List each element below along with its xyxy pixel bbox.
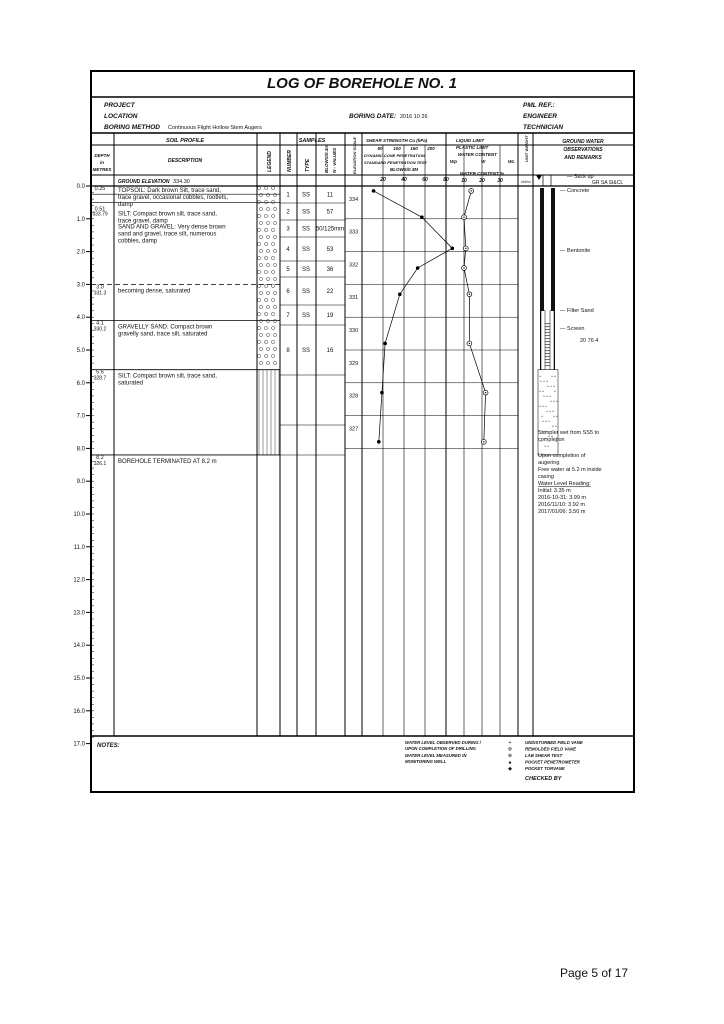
wc-tick: 10 <box>461 178 467 184</box>
gravel-symbol <box>257 228 260 231</box>
blows-tick: 60 <box>422 177 428 183</box>
gravel-symbol <box>266 305 269 308</box>
sand-dot <box>549 421 550 422</box>
w-label: W <box>481 159 486 164</box>
legend-symbol: ⊕ <box>507 753 513 759</box>
sand-dot <box>544 396 545 397</box>
sample-number: 5 <box>286 267 290 273</box>
depth-tick-label: 13.0 <box>73 610 85 617</box>
spt-heading: STANDARD PENETRATION TEST <box>364 160 427 165</box>
sample-type: SS <box>301 209 311 216</box>
spt-blows-point <box>372 189 376 193</box>
wl-label: WL <box>508 159 515 164</box>
gravel-symbol <box>266 207 269 210</box>
stick-up-label: — Stick up <box>567 174 594 180</box>
plastic-limit-heading: PLASTIC LIMIT <box>456 145 489 150</box>
shear-tick: 200 <box>427 146 435 151</box>
gravel-symbol <box>266 361 269 364</box>
gravel-symbol <box>264 284 267 287</box>
elevation-heading: ELEVATION SCALE <box>352 137 357 174</box>
layer-elevation: 333.79 <box>92 211 108 218</box>
wp-label: Wp <box>450 159 457 164</box>
sample-n-value: 19 <box>326 313 334 319</box>
sample-n-value: 53 <box>326 247 334 253</box>
filter-sand-right <box>550 311 554 370</box>
water-content-dot <box>463 267 464 268</box>
gravel-symbol <box>257 284 260 287</box>
legend-symbol: ⊕ <box>507 746 513 753</box>
sample-n-value: 50/125mm <box>315 226 345 233</box>
gravel-symbol <box>257 270 260 273</box>
notes-label: NOTES: <box>97 743 120 749</box>
layer-elevation: 331.3 <box>93 290 107 297</box>
layer-description: TOPSOIL: Dark brown Silt, trace sand, <box>118 188 221 194</box>
pml-ref-label: PML REF.: <box>523 102 555 109</box>
gravel-symbol <box>257 326 260 329</box>
gravel-symbol <box>257 354 260 357</box>
depth-tick-label: 0.0 <box>76 184 85 190</box>
sample-number: 1 <box>286 192 290 199</box>
gravel-symbol <box>264 228 267 231</box>
sample-type: SS <box>301 348 311 354</box>
elevation-tick: 330 <box>349 328 359 335</box>
gravel-symbol <box>264 214 267 217</box>
sample-type: SS <box>301 267 311 273</box>
gw-heading: GROUND WATER <box>562 139 604 145</box>
layer-description: trace gravel, damp <box>118 218 168 225</box>
liquid-limit-heading: LIQUID LIMIT <box>456 138 485 143</box>
sample-type: SS <box>301 313 311 319</box>
grain-size-label: GR SA SI&CL <box>592 180 624 186</box>
gravel-symbol <box>271 312 274 315</box>
layer-depth: 3.0 <box>96 284 104 291</box>
sand-dot <box>546 406 547 407</box>
sand-dot <box>540 406 541 407</box>
legend-symbol: ◆ <box>508 766 512 772</box>
sample-number: 6 <box>286 289 290 295</box>
gravel-symbol <box>264 312 267 315</box>
layer-description: GRAVELLY SAND: Compact brown <box>118 324 213 331</box>
water-content-dot <box>469 343 470 344</box>
depth-tick-label: 4.0 <box>76 315 85 322</box>
blows-tick: 80 <box>443 177 449 183</box>
sand-dot <box>554 386 555 387</box>
layer-description: SAND AND GRAVEL: Very dense brown <box>118 224 226 231</box>
spt-blows-point <box>398 292 402 296</box>
gravel-symbol <box>264 340 267 343</box>
sand-dot <box>543 406 544 407</box>
gravel-symbol <box>257 298 260 301</box>
completion-remark: Upon completion of <box>538 453 586 459</box>
gravel-symbol <box>271 354 274 357</box>
gravel-symbol <box>273 263 276 266</box>
sand-dot <box>544 381 545 382</box>
gravel-symbol <box>259 221 262 224</box>
water-content-dot <box>469 294 470 295</box>
layer-description: cobbles, damp <box>118 238 158 245</box>
sand-dot <box>556 426 557 427</box>
blows-heading: BLOWS/0.3m <box>324 144 329 173</box>
elevation-tick: 328 <box>349 393 359 400</box>
spt-blows-point <box>420 215 424 219</box>
sand-dot <box>548 446 549 447</box>
layer-description: saturated <box>118 380 144 387</box>
gravel-symbol <box>259 305 262 308</box>
depth-tick-label: 17.0 <box>73 741 85 748</box>
depth-tick-label: 10.0 <box>73 512 85 518</box>
gravel-symbol <box>266 347 269 350</box>
wc-tick: 20 <box>479 178 485 184</box>
sand-dot <box>554 401 555 402</box>
sand-dot <box>550 396 551 397</box>
sand-dot <box>550 411 551 412</box>
layer-description: gravelly sand, trace silt, saturated <box>118 331 208 338</box>
gravel-symbol <box>266 291 269 294</box>
sand-dot <box>552 376 553 377</box>
depth-tick-label: 16.0 <box>73 708 85 715</box>
depth-heading: METRES <box>92 167 112 172</box>
engineer-label: ENGINEER <box>523 113 557 120</box>
depth-tick-label: 7.0 <box>76 413 85 420</box>
depth-heading: DEPTH <box>94 153 110 158</box>
sand-dot <box>553 426 554 427</box>
gravel-symbol <box>257 242 260 245</box>
elevation-tick: 332 <box>349 262 359 269</box>
legend-note: LAB SHEAR TEST <box>525 753 563 758</box>
gravel-symbol <box>259 291 262 294</box>
gravel-symbol <box>264 242 267 245</box>
spt-blows-point <box>377 440 381 444</box>
ground-elevation-label: GROUND ELEVATION <box>118 179 170 185</box>
water-level-reading-title: Water Level Reading: <box>538 481 591 487</box>
depth-tick-label: 15.0 <box>73 676 85 682</box>
depth-tick-label: 8.0 <box>76 446 85 453</box>
water-content-heading: WATER CONTENT <box>458 152 497 157</box>
gravel-symbol <box>259 277 262 280</box>
grain-size-values: 20 76 4 <box>580 338 599 344</box>
sand-dot <box>548 386 549 387</box>
depth-tick-label: 14.0 <box>73 643 85 650</box>
gravel-symbol <box>259 263 262 266</box>
depth-tick-label: 9.0 <box>76 479 85 486</box>
spt-blows-point <box>383 342 387 346</box>
gravel-symbol <box>266 221 269 224</box>
gravel-symbol <box>271 340 274 343</box>
layer-depth: 8.2 <box>96 454 104 461</box>
depth-tick-label: 6.0 <box>76 380 85 387</box>
gravel-symbol <box>271 256 274 259</box>
gravel-symbol <box>266 249 269 252</box>
sand-dot <box>547 381 548 382</box>
completion-remark: casing <box>538 474 554 480</box>
gravel-symbol <box>271 200 274 203</box>
legend-heading: LEGEND <box>267 151 273 172</box>
wc-axis-heading: WATER CONTENT % <box>459 171 505 176</box>
layer-depth: 0.25 <box>94 186 106 192</box>
completion-remark: augering <box>538 460 560 466</box>
water-level-reading: Initial: 3.35 m <box>538 488 571 494</box>
blows-tick: 20 <box>380 177 386 183</box>
gravel-symbol <box>264 298 267 301</box>
wc-tick: 30 <box>497 178 503 184</box>
sand-dot <box>553 411 554 412</box>
water-content-dot <box>485 392 486 393</box>
layer-description: SILT: Compact brown silt, trace sand, <box>118 211 217 218</box>
project-label: PROJECT <box>104 102 135 109</box>
blows-axis-heading: BLOWS/0.3M <box>389 167 419 172</box>
gravel-symbol <box>257 312 260 315</box>
gravel-symbol <box>271 298 274 301</box>
sample-number: 8 <box>286 348 290 354</box>
gw-heading: OBSERVATIONS <box>563 147 603 153</box>
elevation-tick: 327 <box>349 426 359 433</box>
legend-note: POCKET TORVANE <box>525 766 565 771</box>
gravel-symbol <box>259 319 262 322</box>
layer-depth: 5.6 <box>96 369 104 376</box>
layer-elevation: 330.2 <box>93 326 107 333</box>
water-content-dot <box>483 441 484 442</box>
sample-n-value: 22 <box>326 289 334 295</box>
number-heading: NUMBER <box>287 150 293 172</box>
water-content-dot <box>471 190 472 191</box>
sand-dot <box>542 416 543 417</box>
legend-note: WATER LEVEL MEASURED IN <box>405 753 467 758</box>
gravel-symbol <box>273 221 276 224</box>
sand-dot <box>545 446 546 447</box>
layer-description: damp <box>118 202 134 208</box>
sand-dot <box>541 381 542 382</box>
layer-description: trace gravel, occasional cobbles, rootlets, <box>118 195 229 201</box>
elevation-tick: 331 <box>349 295 359 302</box>
sand-dot <box>547 396 548 397</box>
legend-note: MONITORING WELL <box>405 759 447 764</box>
layer-elevation: 328.7 <box>93 375 107 382</box>
water-level-reading: 2016-10-31: 3.99 m <box>538 495 587 501</box>
sample-type: SS <box>301 226 311 233</box>
spt-blows-point <box>416 266 420 270</box>
spt-blows-point <box>380 391 384 395</box>
checked-by-label: CHECKED BY <box>525 776 562 782</box>
sample-number: 3 <box>286 226 290 233</box>
gravel-symbol <box>266 277 269 280</box>
gravel-symbol <box>266 319 269 322</box>
legend-note: UNDISTURBED FIELD VANE <box>525 740 583 745</box>
gravel-symbol <box>264 200 267 203</box>
ground-elevation-value: 334.30 <box>173 179 190 185</box>
sand-dot <box>540 391 541 392</box>
boring-date-value: 2016 10 26 <box>400 114 428 120</box>
unit-weight-heading: UNIT WEIGHT <box>524 135 529 162</box>
layer-elevation: 326.1 <box>93 460 107 467</box>
gravel-symbol <box>271 228 274 231</box>
gravel-symbol <box>264 256 267 259</box>
legend-note: UPON COMPLETION OF DRILLING <box>405 746 476 751</box>
gravel-symbol <box>257 200 260 203</box>
sand-dot <box>557 401 558 402</box>
shear-tick: 150 <box>410 146 418 151</box>
sampler-wet-remark: completion <box>538 437 565 443</box>
completion-remark: Free water at 5.2 m inside <box>538 467 602 473</box>
layer-depth: 4.1 <box>96 320 104 327</box>
gravel-symbol <box>273 347 276 350</box>
spt-blows-line <box>374 191 453 442</box>
gravel-symbol <box>264 354 267 357</box>
gravel-symbol <box>273 319 276 322</box>
bentonite-label: — Bentonite <box>560 248 591 254</box>
gravel-symbol <box>271 270 274 273</box>
gravel-symbol <box>266 263 269 266</box>
sample-n-value: 57 <box>326 209 334 216</box>
gravel-symbol <box>273 277 276 280</box>
sample-n-value: 36 <box>326 267 334 273</box>
gravel-symbol <box>259 361 262 364</box>
gravel-symbol <box>259 235 262 238</box>
gravel-symbol <box>259 249 262 252</box>
screen-label: — Screen <box>560 326 585 332</box>
shear-tick: 50 <box>377 146 383 151</box>
gravel-symbol <box>259 193 262 196</box>
sand-dot <box>554 416 555 417</box>
sand-dot <box>547 411 548 412</box>
boring-method-value: Continuous Flight Hollow Stem Augers <box>168 125 262 131</box>
gravel-symbol <box>273 291 276 294</box>
water-level-reading: 2017/01/06: 3.50 m <box>538 509 586 515</box>
dcpt-heading: DYNAMIC CONE PENETRATION <box>364 153 425 158</box>
gravel-symbol <box>257 186 260 189</box>
gravel-symbol <box>266 193 269 196</box>
concrete-label: — Concrete <box>560 188 590 194</box>
gravel-symbol <box>273 333 276 336</box>
elevation-tick: 333 <box>349 229 359 236</box>
soil-profile-heading: SOIL PROFILE <box>165 138 205 144</box>
layer-description: BOREHOLE TERMINATED AT 8.2 m <box>118 458 217 465</box>
gravel-symbol <box>271 326 274 329</box>
depth-tick-label: 3.0 <box>76 282 85 289</box>
water-level-reading: 2016/11/10: 3.92 m <box>538 502 585 508</box>
gravel-symbol <box>259 347 262 350</box>
filter-sand-left <box>541 311 545 370</box>
legend-note: WATER LEVEL OBSERVED DURING / <box>405 740 481 745</box>
gravel-symbol <box>266 235 269 238</box>
gravel-symbol <box>264 186 267 189</box>
sand-dot <box>551 386 552 387</box>
gravel-symbol <box>273 249 276 252</box>
sand-dot <box>543 391 544 392</box>
gravel-symbol <box>273 305 276 308</box>
water-level-marker <box>536 175 542 180</box>
sand-dot <box>551 401 552 402</box>
sample-type: SS <box>301 247 311 253</box>
samples-heading: SAMPLES <box>298 138 326 144</box>
gravel-symbol <box>266 333 269 336</box>
depth-tick-label: 2.0 <box>76 249 85 256</box>
water-content-dot <box>463 216 464 217</box>
gravel-symbol <box>273 207 276 210</box>
gravel-symbol <box>259 207 262 210</box>
sample-type: SS <box>301 289 311 295</box>
filter-sand-label: — Filter Sand <box>560 308 594 314</box>
sampler-wet-remark: Sampler wet from SS5 to <box>538 430 600 436</box>
location-label: LOCATION <box>104 113 138 120</box>
depth-tick-label: 11.0 <box>73 544 85 551</box>
layer-description: SILT: Compact brown silt, trace sand, <box>118 373 217 380</box>
boring-method-label: BORING METHOD <box>104 124 160 131</box>
gravel-symbol <box>271 186 274 189</box>
gravel-symbol <box>257 256 260 259</box>
description-heading: DESCRIPTION <box>167 158 203 164</box>
layer-depth: 0.51 <box>94 206 106 213</box>
gravel-symbol <box>273 235 276 238</box>
sand-dot <box>555 376 556 377</box>
elevation-tick: 329 <box>349 360 359 367</box>
spt-blows-point <box>451 247 455 251</box>
legend-symbol: + <box>508 740 512 746</box>
gravel-symbol <box>273 361 276 364</box>
type-heading: TYPE <box>305 158 311 172</box>
boring-date-label: BORING DATE: <box>349 113 397 120</box>
technician-label: TECHNICIAN <box>523 124 564 131</box>
gravel-symbol <box>271 284 274 287</box>
gw-heading: AND REMARKS <box>564 155 602 161</box>
legend-symbol: ▲ <box>507 759 513 766</box>
sand-dot <box>540 376 541 377</box>
page-number: Page 5 of 17 <box>560 966 629 980</box>
gravel-symbol <box>259 333 262 336</box>
depth-tick-label: 1.0 <box>76 216 85 223</box>
water-content-dot <box>465 248 466 249</box>
gravel-symbol <box>273 193 276 196</box>
layer-description: becoming dense, saturated <box>118 288 191 295</box>
gravel-symbol <box>264 326 267 329</box>
shear-strength-heading: SHEAR STRENGTH Cu (kPa) <box>366 138 428 143</box>
sand-dot <box>546 421 547 422</box>
layer-description: sand and gravel, trace silt, numerous <box>118 231 217 238</box>
sample-n-value: 16 <box>326 348 334 354</box>
legend-note: POCKET PENETROMETER <box>525 759 580 765</box>
sample-type: SS <box>301 192 311 199</box>
elevation-tick: 334 <box>349 196 359 203</box>
water-content-line <box>464 191 486 442</box>
sample-number: 7 <box>286 313 290 319</box>
sand-dot <box>555 391 556 392</box>
sand-dot <box>543 421 544 422</box>
depth-tick-label: 12.0 <box>73 577 85 584</box>
gravel-symbol <box>271 214 274 217</box>
sample-number: 4 <box>286 247 290 253</box>
gravel-symbol <box>257 214 260 217</box>
gravel-symbol <box>257 340 260 343</box>
sample-number: 2 <box>286 209 290 216</box>
unit-weight-units: kN/m³ <box>521 180 531 184</box>
stick-up <box>543 175 551 186</box>
blows-tick: 40 <box>401 177 407 183</box>
legend-note: REMOLDED FIELD VANE <box>525 746 577 752</box>
gravel-symbol <box>271 242 274 245</box>
depth-tick-label: 5.0 <box>76 348 85 354</box>
gravel-symbol <box>264 270 267 273</box>
sample-n-value: 11 <box>326 192 334 199</box>
n-values-heading: N - VALUES <box>332 147 337 173</box>
page-title: LOG OF BOREHOLE NO. 1 <box>266 75 458 92</box>
shear-tick: 100 <box>393 146 401 151</box>
sand-dot <box>557 416 558 417</box>
depth-heading: in <box>100 160 104 165</box>
